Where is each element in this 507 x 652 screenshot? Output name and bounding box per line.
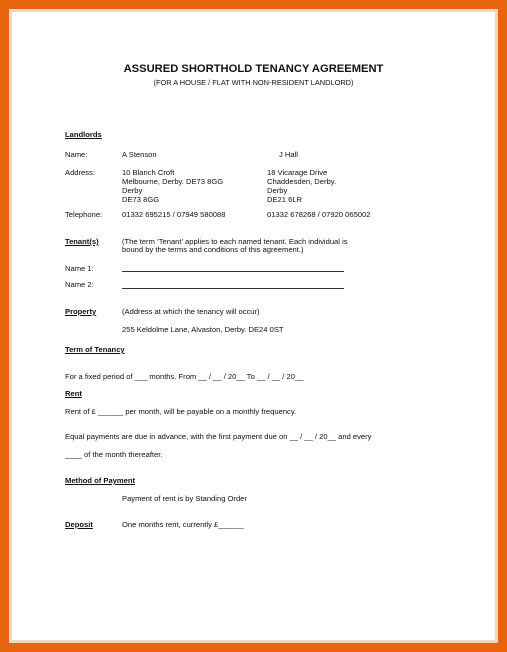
property-address: 255 Keldolme Lane, Alvaston, Derby. DE24 0ST xyxy=(122,325,284,334)
property-description: (Address at which the tenancy will occur) xyxy=(122,307,260,316)
landlord-2-address-line: 18 Vicarage Drive xyxy=(267,168,328,177)
rent-amount: Rent of £ ______ per month, will be payable on a monthly frequency. xyxy=(65,407,297,416)
landlord-1-address-line: Melbourne, Derby. DE73 8GG xyxy=(122,177,224,186)
document-title: ASSURED SHORTHOLD TENANCY AGREEMENT xyxy=(123,63,384,75)
tenant-name-1-label: Name 1: xyxy=(65,264,94,273)
landlord-1-address-line: Derby xyxy=(122,186,143,195)
term-period: For a fixed period of ___ months. From __ / __ / 20__ To __ / __ / 20__ xyxy=(65,372,304,381)
agreement-page xyxy=(12,12,495,640)
document-subtitle: (FOR A HOUSE / FLAT WITH NON-RESIDENT LANDLORD) xyxy=(153,78,354,87)
landlord-2-address-line: Derby xyxy=(267,186,288,195)
tenants-description-cont: bound by the terms and conditions of this agreement.) xyxy=(122,245,304,254)
tenants-heading: Tenant(s) xyxy=(65,237,99,246)
address-label: Address: xyxy=(65,168,95,177)
landlord-1-name: A Stenson xyxy=(122,150,157,159)
landlord-1-address-line: DE73 8GG xyxy=(122,195,160,204)
landlord-2-address-line: Chaddesden, Derby. xyxy=(267,177,337,186)
rent-schedule-cont: ____ of the month thereafter. xyxy=(65,450,163,459)
payment-method: Payment of rent is by Standing Order xyxy=(122,494,247,503)
rent-heading: Rent xyxy=(65,389,82,398)
landlord-2-name: J Hall xyxy=(279,150,298,159)
tenant-name-2-line xyxy=(122,288,344,289)
tenants-description: (The term ‘Tenant’ applies to each named tenant. Each individual is xyxy=(122,237,348,246)
term-heading: Term of Tenancy xyxy=(65,345,125,354)
tenant-name-2-label: Name 2: xyxy=(65,280,94,289)
deposit-heading: Deposit xyxy=(65,520,93,529)
landlord-2-telephone: 01332 678268 / 07920 065002 xyxy=(267,210,371,219)
tenant-name-1-line xyxy=(122,271,344,272)
landlords-heading: Landlords xyxy=(65,130,102,139)
telephone-label: Telephone: xyxy=(65,210,103,219)
property-heading: Property xyxy=(65,307,97,316)
rent-schedule: Equal payments are due in advance, with the first payment due on __ / __ / 20__ and every xyxy=(65,432,372,441)
landlord-1-telephone: 01332 695215 / 07949 580088 xyxy=(122,210,226,219)
payment-method-heading: Method of Payment xyxy=(65,476,136,485)
landlord-2-address-line: DE21 6LR xyxy=(267,195,303,204)
landlord-1-address-line: 10 Blanch Croft xyxy=(122,168,175,177)
name-label: Name: xyxy=(65,150,88,159)
deposit-amount: One months rent, currently £______ xyxy=(122,520,244,529)
